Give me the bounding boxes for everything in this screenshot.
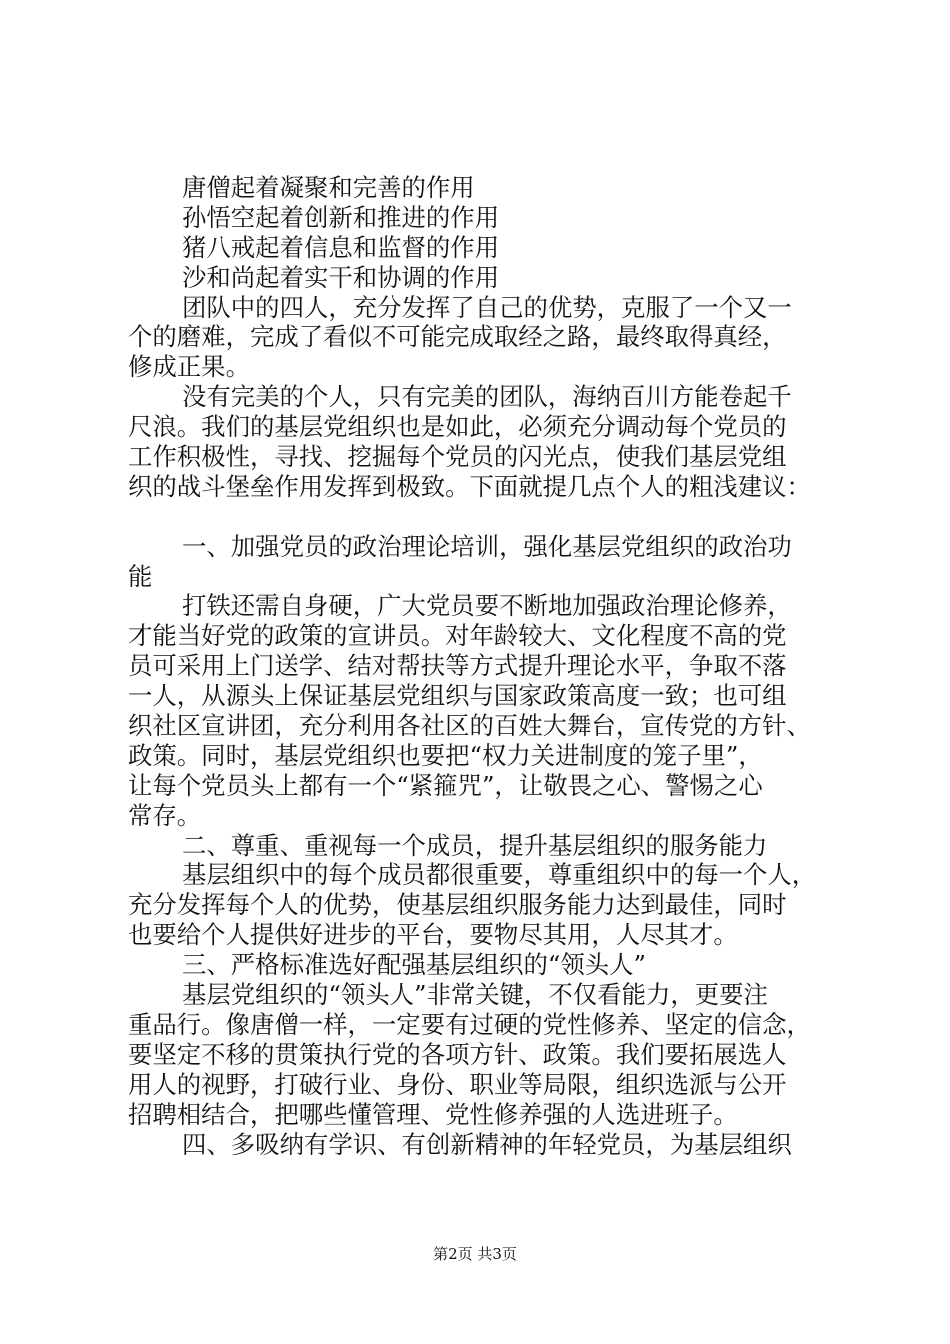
text-line: 招聘相结合，把哪些懂管理、党性修养强的人选进班子。: [128, 1099, 738, 1129]
document-body: [128, 173, 840, 1159]
text-line: 充分发挥每个人的优势，使基层组织服务能力达到最佳，同时: [128, 890, 787, 920]
text-line: 用人的视野，打破行业、身份、职业等局限，组织选派与公开: [128, 1069, 787, 1099]
text-line: 孙悟空起着创新和推进的作用: [182, 202, 500, 232]
paragraph-first-line: 团队中的四人，充分发挥了自己的优势，克服了一个又一: [182, 292, 792, 322]
paragraph-first-line: 基层党组织的“领头人”非常关键，不仅看能力，更要注: [182, 980, 768, 1010]
paragraph-first-line: 打铁还需自身硬，广大党员要不断地加强政治理论修养，: [182, 591, 792, 621]
text-line: 个的磨难，完成了看似不可能完成取经之路，最终取得真经，: [128, 322, 787, 352]
section-heading: 二、尊重、重视每一个成员，提升基层组织的服务能力: [182, 830, 768, 860]
text-line: 员可采用上门送学、结对帮扶等方式提升理论水平，争取不落: [128, 651, 787, 681]
text-line: 织的战斗堡垒作用发挥到极致。下面就提几点个人的粗浅建议：: [128, 471, 811, 501]
text-line: 让每个党员头上都有一个“紧箍咒”，让敬畏之心、警惕之心: [128, 770, 763, 800]
blank-line: [128, 502, 840, 532]
text-line: 猪八戒起着信息和监督的作用: [182, 232, 500, 262]
text-line: 工作积极性，寻找、挖掘每个党员的闪光点，使我们基层党组: [128, 442, 787, 472]
text-line: 才能当好党的政策的宣讲员。对年龄较大、文化程度不高的党: [128, 621, 787, 651]
paragraph-first-line: 没有完美的个人，只有完美的团队，海纳百川方能卷起千: [182, 382, 792, 412]
paragraph-first-line: 基层组织中的每个成员都很重要，尊重组织中的每一个人，: [182, 860, 817, 890]
section-heading: 四、多吸纳有学识、有创新精神的年轻党员，为基层组织: [182, 1129, 792, 1159]
text-line: 常存。: [128, 800, 202, 830]
text-line: 一人，从源头上保证基层党组织与国家政策高度一致；也可组: [128, 681, 787, 711]
text-line: 尺浪。我们的基层党组织也是如此，必须充分调动每个党员的: [128, 412, 787, 442]
section-heading: 三、严格标准选好配强基层组织的“领头人”: [182, 950, 646, 980]
text-line: 也要给个人提供好进步的平台，要物尽其用，人尽其才。: [128, 920, 738, 950]
text-line: 织社区宣讲团，充分利用各社区的百姓大舞台，宣传党的方针、: [128, 711, 811, 741]
text-line: 唐僧起着凝聚和完善的作用: [182, 173, 475, 202]
section-heading: 能: [128, 561, 153, 591]
text-line: 要坚定不移的贯策执行党的各项方针、政策。我们要拓展选人: [128, 1039, 787, 1069]
text-line: 沙和尚起着实干和协调的作用: [182, 262, 500, 292]
text-line: 政策。同时，基层党组织也要把“权力关进制度的笼子里”，: [128, 740, 763, 770]
page-number-footer: 第2页 共3页: [433, 1245, 517, 1263]
section-heading: 一、加强党员的政治理论培训，强化基层党组织的政治功: [182, 531, 792, 561]
text-line: 修成正果。: [128, 352, 250, 382]
text-line: 重品行。像唐僧一样，一定要有过硬的党性修养、坚定的信念，: [128, 1009, 811, 1039]
